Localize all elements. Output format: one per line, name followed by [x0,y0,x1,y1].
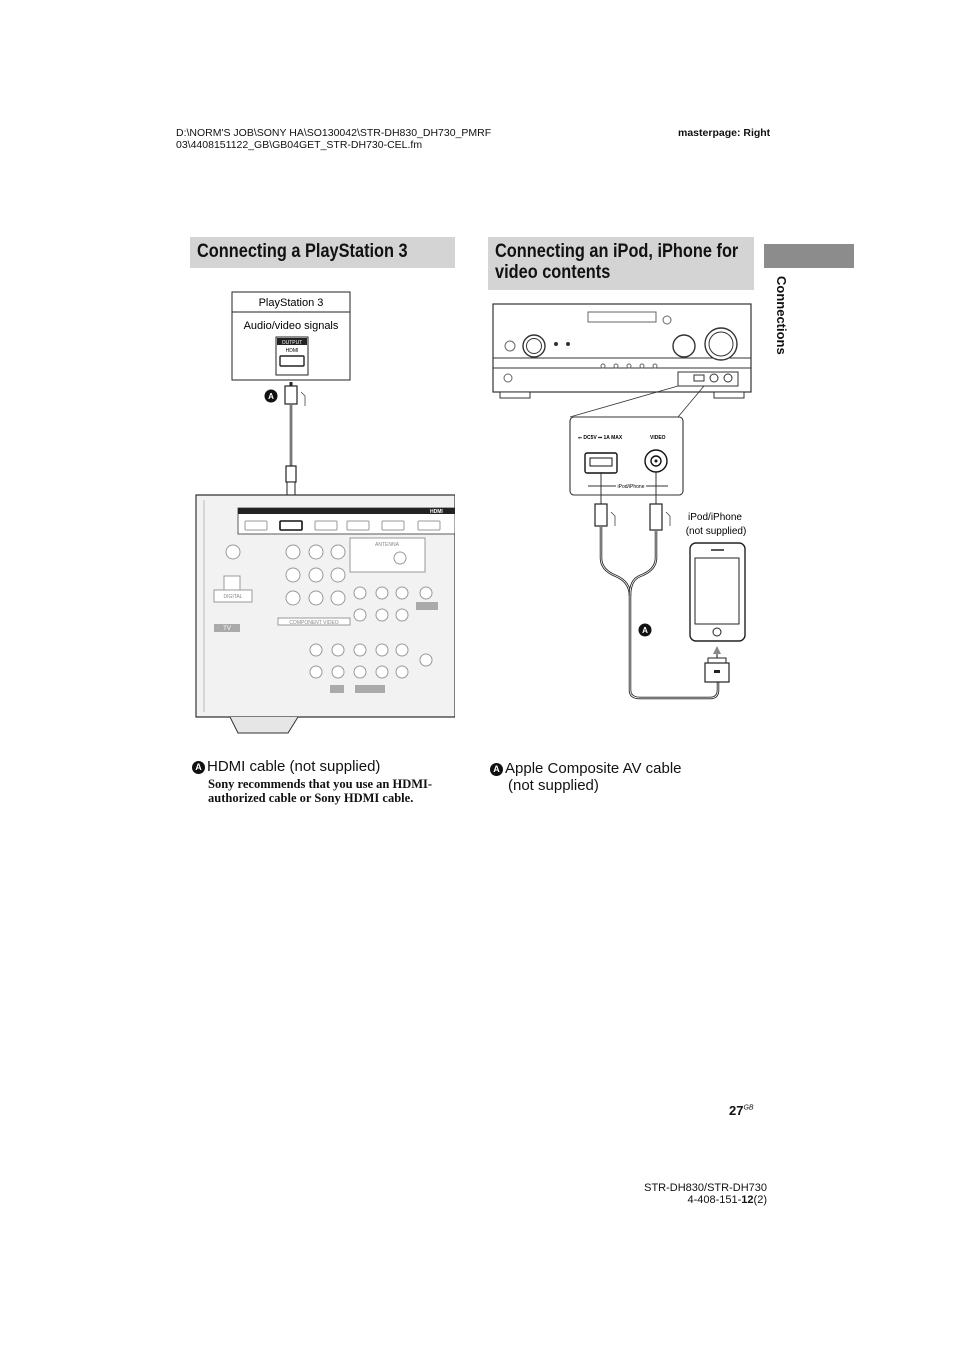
receiver-front [493,304,751,417]
ipod-input-panel [570,417,683,495]
ipod-device-label-1: iPod/iPhone [688,512,742,523]
av-caption-line2: (not supplied) [508,777,599,794]
playstation-name: PlayStation 3 [258,297,324,309]
masterpage-label: masterpage: Right [678,127,771,139]
ps3-hdmi-label: HDMI [285,348,299,354]
file-path-line2: 03\4408151122_GB\GB04GET_STR-DH730-CEL.fm [176,139,423,151]
usb-port-label: ⭠ DC5V ⎓ 1A MAX [578,435,623,441]
ps3-output-label: OUTPUT [281,340,303,346]
model-line2-prefix: 4-408-151- [687,1194,742,1206]
file-path-line1: D:\NORM'S JOB\SONY HA\SO130042\STR-DH830_DH730_PMRF [176,127,492,139]
av-caption-line1: Apple Composite AV cable [505,760,682,777]
receiver-hdmi-label: HDMI [430,509,443,515]
playstation-diagram [190,290,455,745]
playstation-heading [190,237,455,268]
receiver-rear-panel [196,495,455,733]
hdmi-caption-text: HDMI cable (not supplied) [207,758,381,775]
iphone-device [690,543,745,682]
playstation-box [232,292,350,380]
receiver-hdmi-input [280,521,302,530]
ps3-cable-marker: A [268,392,274,401]
ipod-heading-line1: Connecting an iPod, iPhone for [495,241,739,262]
section-tab-bar [764,244,854,268]
hdmi-note: Sony recommends that you use an HDMI-authorized cable or Sony HDMI cable. [208,777,433,805]
model-line2-bold: 12 [741,1194,754,1206]
model-line2-suffix: (2) [753,1194,767,1206]
ps3-hdmi-port [280,356,304,366]
video-port-label: VIDEO [650,435,666,441]
section-tab [763,276,793,371]
page-number-value: 27 [729,1103,744,1118]
av-caption [490,760,682,794]
receiver-tv-label: TV [223,626,231,632]
model-line2 [644,1194,767,1206]
ipod-cable-marker: A [642,626,648,635]
ipod-heading [488,237,754,290]
model-footer [644,1182,767,1206]
hdmi-caption-marker: A [192,761,205,774]
hdmi-caption [192,758,380,775]
playstation-signal: Audio/video signals [243,320,339,332]
page-number-suffix: GB [743,1104,754,1112]
ipod-diagram [488,300,758,710]
ipod-port-label: iPod/iPhone [617,484,645,490]
receiver-component-label: COMPONENT VIDEO [289,620,339,626]
av-caption-marker: A [490,763,503,776]
page-number [729,1103,754,1118]
model-line1: STR-DH830/STR-DH730 [644,1182,767,1194]
section-tab-label: Connections [774,276,789,355]
receiver-digital-label: DIGITAL [223,594,243,600]
ipod-device-label-2: (not supplied) [685,526,747,537]
playstation-heading-text: Connecting a PlayStation 3 [197,241,408,262]
ipod-heading-line2: video contents [495,262,611,283]
receiver-antenna-label: ANTENNA [375,542,399,548]
file-path [176,127,491,151]
